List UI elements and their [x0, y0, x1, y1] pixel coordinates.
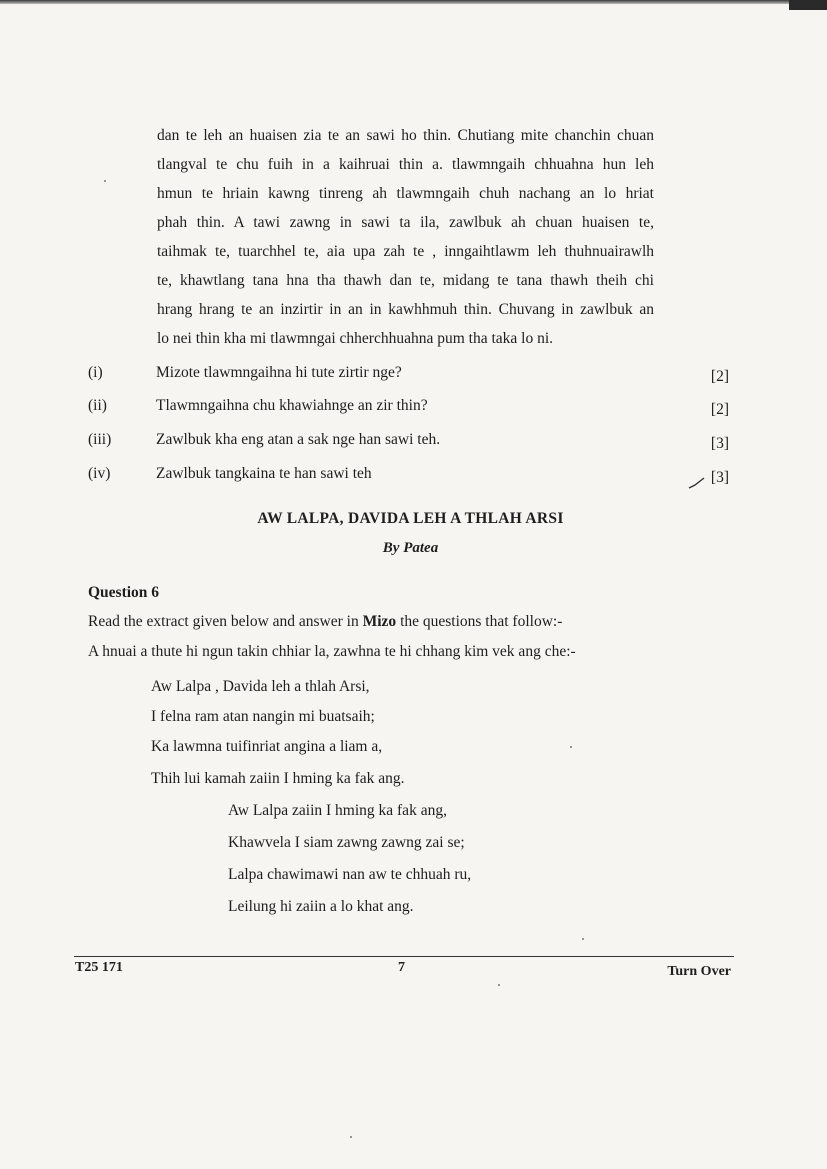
- question-marks: [3]: [710, 435, 729, 452]
- question-number: (iii): [88, 431, 112, 448]
- scan-speck: [350, 1136, 352, 1138]
- paper-code: T25 171: [75, 960, 123, 975]
- scan-edge: [0, 0, 827, 4]
- question-item: [88, 463, 733, 485]
- instruction-language: Mizo: [362, 613, 397, 630]
- verse-line: Khawvela I siam zawng zawng zai se;: [228, 834, 465, 851]
- question-item: [88, 362, 733, 384]
- question-number: (i): [88, 364, 103, 381]
- verse-line: Aw Lalpa , Davida leh a thlah Arsi,: [151, 678, 370, 695]
- question-text: Mizote tlawmngaihna hi tute zirtir nge?: [156, 364, 402, 381]
- question-text: Zawlbuk kha eng atan a sak nge han sawi teh.: [156, 431, 441, 448]
- question-marks: [2]: [710, 368, 729, 385]
- question-text: Zawlbuk tangkaina te han sawi teh: [156, 465, 372, 482]
- scan-speck: [104, 180, 106, 182]
- verse-line: Thih lui kamah zaiin I hming ka fak ang.: [151, 770, 405, 787]
- passage-line: te, khawtlang tana hna tha thawh dan te, midang te tana thawh theih chi: [157, 272, 654, 289]
- instruction-text: Read the extract given below and answer in: [88, 613, 363, 630]
- scan-speck: [570, 746, 572, 748]
- passage-line: taihmak te, tuarchhel te, aia upa zah te , inngaihtlawm leh thuhnuairawlh: [157, 243, 654, 260]
- question-item: [88, 429, 733, 451]
- scan-speck: [582, 938, 584, 940]
- verse-line: Lalpa chawimawi nan aw te chhuah ru,: [228, 866, 472, 883]
- verse-line: Ka lawmna tuifinriat angina a liam a,: [151, 738, 383, 755]
- question-6-title: Question 6: [88, 584, 160, 601]
- page-number: 7: [398, 960, 405, 975]
- passage-line: dan te leh an huaisen zia te an sawi ho thin. Chutiang mite chanchin chuan: [157, 127, 654, 144]
- poem-title: AW LALPA, DAVIDA LEH A THLAH ARSI: [257, 510, 564, 527]
- verse-line: I felna ram atan nangin mi buatsaih;: [151, 708, 375, 725]
- passage-line: lo nei thin kha mi tlawmngai chherchhuahna pum tha taka lo ni.: [157, 330, 554, 347]
- question-text: Tlawmngaihna chu khawiahnge an zir thin?: [156, 397, 428, 414]
- verse-line: Leilung hi zaiin a lo khat ang.: [228, 898, 414, 915]
- pen-tick-mark: [688, 476, 706, 490]
- passage-line: hmun te hriain kawng tinreng ah tlawmngaih chuh nachang an lo hriat: [157, 185, 654, 202]
- poem-author: By Patea: [382, 540, 439, 556]
- question-marks: [2]: [710, 401, 729, 418]
- question-number: (iv): [88, 465, 111, 482]
- question-6-instruction: [88, 613, 562, 631]
- question-number: (ii): [88, 397, 107, 414]
- passage-line: hrang hrang te an inzirtir in an in kawhhmuh thin. Chuvang in zawlbuk an: [157, 301, 654, 318]
- footer-rule: [74, 956, 734, 957]
- verse-line: Aw Lalpa zaiin I hming ka fak ang,: [228, 802, 447, 819]
- question-item: [88, 395, 733, 417]
- passage-line: phah thin. A tawi zawng in sawi ta ila, zawlbuk ah chuan huaisen te,: [157, 214, 654, 231]
- question-6-context: A hnuai a thute hi ngun takin chhiar la, zawhna te hi chhang kim vek ang che:-: [88, 643, 576, 660]
- turn-over-label: Turn Over: [667, 964, 731, 979]
- scan-speck: [498, 984, 500, 986]
- scan-corner-mark: [789, 0, 827, 10]
- question-marks: [3]: [710, 469, 729, 486]
- instruction-text: the questions that follow:-: [396, 613, 563, 630]
- passage-line: tlangval te chu fuih in a kaihruai thin a. tlawmngaih chhuahna hun leh: [157, 156, 654, 173]
